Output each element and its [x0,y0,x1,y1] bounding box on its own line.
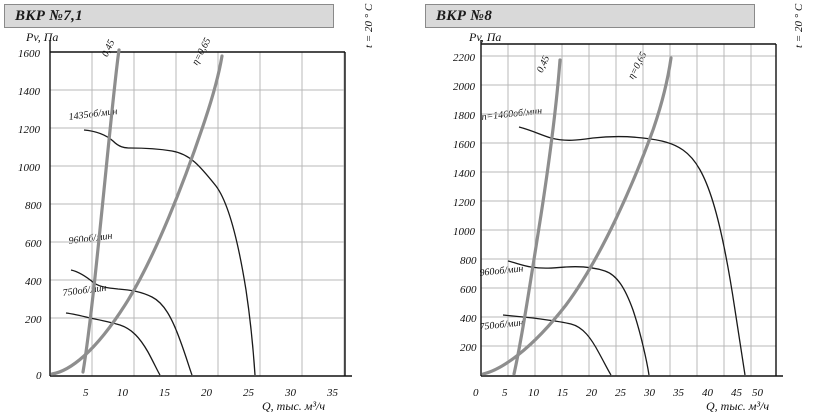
y-tick-label: 1200 [18,124,40,136]
chart-canvas-right [421,0,821,416]
x-tick-label: 45 [731,387,742,399]
x-tick-label: 30 [285,387,296,399]
grid-lines [481,44,776,376]
temperature-label: t = 20 ° C [793,3,805,48]
curve-label-750: 750об/мин [479,317,524,333]
y-tick-label: 1200 [453,197,475,209]
curve-label-045: 0,45 [535,54,553,75]
y-tick-label: 1600 [453,139,475,151]
x-tick-label: 5 [502,387,508,399]
y-tick-label: 1400 [453,168,475,180]
x-tick-label: 25 [243,387,254,399]
x-tick-label: 35 [327,387,338,399]
curve-label-960: 960об/мин [479,263,524,279]
chart-panel-vkr-7-1 [0,0,400,416]
x-tick-label: 20 [201,387,212,399]
x-tick-label: 20 [586,387,597,399]
curve-label-1435: 1435об/мин [68,106,119,123]
x-tick-label: 15 [159,387,170,399]
page-title: ВКР №7,1 [15,7,83,24]
y-tick-label: 200 [460,342,477,354]
y-tick-label: 1000 [18,162,40,174]
x-tick-label: 50 [752,387,763,399]
y-tick-label: 1800 [453,110,475,122]
y-tick-label: 2000 [453,81,475,93]
y-tick-label: 800 [25,200,42,212]
y-tick-label: 600 [25,238,42,250]
y-axis-label: Pv, Па [26,30,59,44]
temperature-label: t = 20 ° C [363,3,375,48]
x-tick-label: 30 [644,387,655,399]
y-tick-label: 600 [460,284,477,296]
x-axis-label: Q, тыс. м³/ч [262,399,326,413]
x-tick-label: 25 [615,387,626,399]
page-title: ВКР №8 [436,7,493,24]
y-tick-label: 0 [36,370,42,382]
curve-label-750: 750об/мин [62,282,108,299]
y-tick-label: 800 [460,255,477,267]
curve-label-960: 960об/мин [68,230,114,247]
curve-eta-065 [52,56,222,374]
y-tick-label: 200 [25,314,42,326]
curve-label-eta: η=0,65 [190,36,214,68]
x-axis-label: Q, тыс. м³/ч [706,399,770,413]
y-tick-label: 1400 [18,86,40,98]
y-tick-label: 1000 [453,226,475,238]
x-tick-label: 35 [673,387,684,399]
x-tick-label: 15 [557,387,568,399]
grid-lines [50,52,345,376]
curve-1435 [84,130,255,375]
x-tick-label: 0 [473,387,479,399]
y-tick-label: 400 [460,313,477,325]
chart-canvas-left [0,0,400,416]
y-tick-label: 1600 [18,48,40,60]
x-tick-label: 40 [702,387,713,399]
x-tick-label: 5 [83,387,89,399]
x-tick-label: 10 [117,387,128,399]
curve-label-045: 0,45 [100,38,118,59]
x-tick-label: 10 [528,387,539,399]
y-tick-label: 400 [25,276,42,288]
curve-label-1460: n=1460об/мин [481,105,543,123]
curve-label-eta: η=0,65 [626,50,650,82]
y-tick-label: 2200 [453,52,475,64]
curve-1460 [519,127,745,375]
y-axis-label: Pv, Па [469,30,502,44]
chart-panel-vkr-8 [421,0,821,416]
curve-045 [514,60,560,374]
